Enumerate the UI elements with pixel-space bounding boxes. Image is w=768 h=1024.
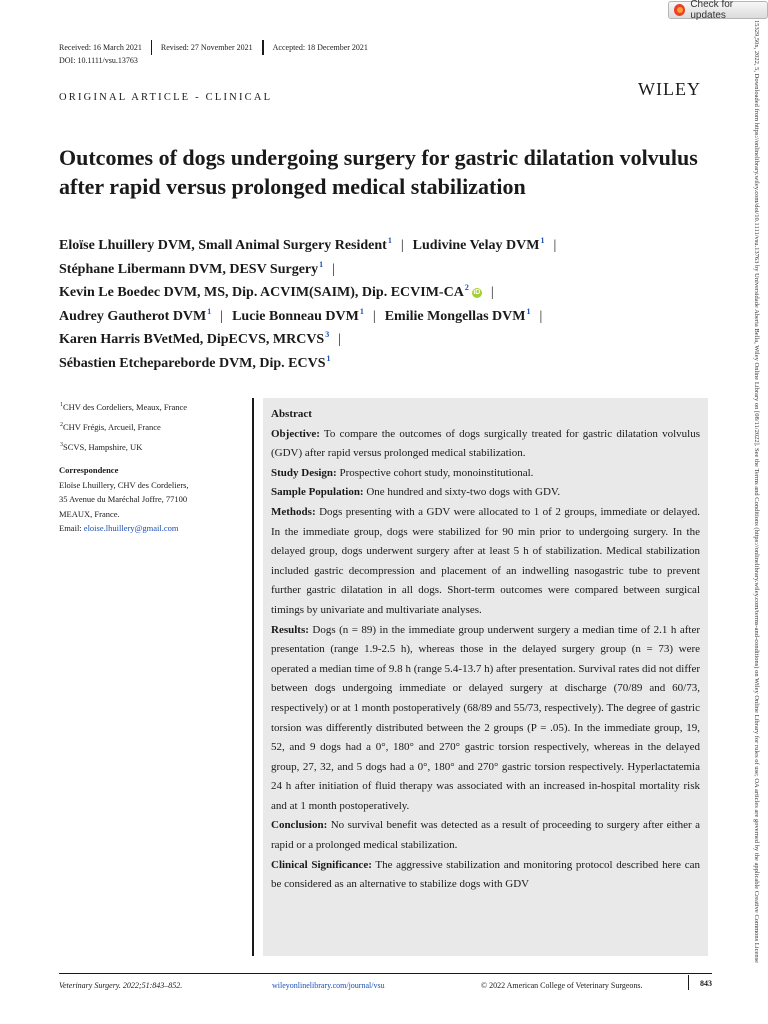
abstract-methods: Methods: Dogs presenting with a GDV were allocated to 1 of 2 groups, immediate or delayed. In the immediate group, dogs were stabilized for 90 min prior to undergoing surgery. In the delayed group, dogs underwent surgery after at least 5 h of stabilization. Medical stabilization included gastric decompression and placement of an indwelling nasogastric tube to prevent further gastric dilatation in all dogs. Short-term outcomes were compared between surgical timings by univariate and multivariate analyses. [271, 505, 700, 616]
correspondence-line: 35 Avenue du Maréchal Joffre, 77100 [59, 494, 188, 504]
publisher-logo: WILEY [638, 79, 701, 99]
crossmark-icon [674, 4, 685, 16]
affiliation-marker[interactable]: 1 [319, 259, 324, 269]
abstract-heading: Abstract [271, 408, 312, 420]
abstract-population: Sample Population: One hundred and sixty-two dogs with GDV. [271, 486, 561, 499]
abstract-objective: Objective: To compare the outcomes of dogs surgically treated for gastric dilatation volvulus (GDV) after rapid versus prolonged medical stabilization. [271, 427, 701, 460]
column-divider [252, 398, 254, 956]
author-name: Audrey Gautherot DVM [59, 308, 207, 324]
divider [262, 40, 264, 55]
author-name: Kevin Le Boedec DVM, MS, Dip. ACVIM(SAIM), Dip. ECVIM-CA [59, 285, 464, 300]
author-name: Stéphane Libermann DVM, DESV Surgery [59, 261, 319, 277]
publication-dates [59, 40, 368, 55]
check-for-updates-button[interactable] [668, 1, 768, 19]
author-name: Emilie Mongellas DVM [384, 308, 526, 324]
correspondence-heading: Correspondence [59, 465, 119, 475]
affiliation-marker[interactable]: 1 [326, 353, 331, 363]
affiliation: $^1$CHV des Cordeliers, Meaux, France [60, 402, 188, 412]
affiliation-marker[interactable]: 1 [207, 306, 212, 316]
affiliation-marker[interactable]: 1 [387, 236, 392, 245]
download-notice [748, 20, 760, 1000]
correspondence-line: MEAUX, France. [59, 508, 120, 519]
copyright: © 2022 American College of Veterinary Surgeons. [481, 981, 643, 990]
affiliation-marker[interactable]: 1 [540, 236, 545, 245]
email-label: Email: [59, 523, 84, 533]
author-name: Ludivine Velay DVM [412, 238, 540, 253]
abstract-design: Study Design: Prospective cohort study, monoinstitutional. [271, 466, 534, 479]
download-notice-text: 15329,50x, 2022, 5, Downloaded from https://onlinelibrary.wiley.com/doi/10.1111/vsu.13763 by Universidade Aberta Bella, Wiley Online Library on [08/11/2022]. See the Terms and Conditions (https://onlinelibrary.wiley.com/terms-and-conditions) on Wiley Online Library for rules of use; OA articles are governed by the applicable Creative Commons License [753, 20, 760, 964]
correspondence [59, 463, 249, 536]
correspondence-line: Eloïse Lhuillery, CHV des Cordeliers, [59, 479, 189, 490]
divider [151, 40, 152, 55]
abstract-box [263, 398, 708, 956]
abstract-significance: Clinical Significance: The aggressive stabilization and monitoring protocol described here can be considered as an alternative to stabilize dogs with GDV [271, 858, 700, 891]
affiliations [59, 396, 187, 456]
footer-rule [59, 973, 712, 974]
revised-date: Revised: 27 November 2021 [160, 43, 253, 52]
author-name: Sébastien Etchepareborde DVM, Dip. ECVS [59, 355, 326, 371]
affiliation-marker[interactable]: 1 [526, 306, 531, 316]
affiliation: $^3$SCVS, Hampshire, UK [60, 442, 143, 452]
section-label: ORIGINAL ARTICLE - CLINICAL [59, 92, 273, 103]
author-list: Eloïse Lhuillery DVM, Small Animal Surgery Resident$^1$ | Ludivine Velay DVM$^1$ | Stéphane Libermann DVM, DESV Surgery$^1$ | Kevin Le Boedec DVM, MS, Dip. ACVIM(SAIM), Dip. ECVIM-$CA^2iD$ | Audrey Gautherot DVM$^1$ | Lucie Bonneau DVM$^1$ | Emilie Mongellas DVM$^1$ | Karen Harris BVetMed, DipECVS, MRCVS$^3$ | Sébastien Etchepareborde DVM, Dip. ECVS$^1$ [59, 236, 557, 371]
affiliation: $^2$CHV Frégis, Arcueil, France [60, 422, 161, 432]
abstract-results: Results: Dogs (n = 89) in the immediate group underwent surgery a median time of 2.1 h after presentation (range 1.9-2.5 h), whereas those in the delayed surgery group (n = 73) were operated a median time of 9.8 h (range 5.4-13.7 h) after presentation. Survival rates did not differ between dogs undergoing immediate or delayed surgery at discharge (70/89 and 60/73, respectively) or at 1 month postoperatively (68/89 and 55/73, respectively). The degree of gastric torsion was differently distributed between the 2 groups (P = .05). In the immediate group, 19, 52, and 9 dogs had a 0°, 180° and 270° gastric torsion respectively, whereas in the delayed group, 27, 32, and 5 dogs had a 0°, 180° and 270° gastric torsion respectively. Hyperlactatemia 24 h after initiation of fluid therapy was associated with an increased in-hospital mortality risk and at 1 month postoperatively. [271, 623, 700, 812]
page-number: 843 [700, 979, 712, 988]
author-name: Lucie Bonneau DVM [232, 308, 359, 324]
email-link[interactable]: eloise.lhuillery@gmail.com [83, 523, 179, 533]
affiliation-marker[interactable]: 1 [359, 306, 364, 316]
divider [688, 975, 689, 990]
abstract-conclusion: Conclusion: No survival benefit was detected as a result of proceeding to surgery after either a rapid or a prolonged medical stabilization. [271, 819, 701, 852]
affiliation-marker[interactable]: 3 [325, 330, 330, 339]
author-name: Eloïse Lhuillery DVM, Small Animal Surgery Resident [59, 238, 387, 253]
doi: DOI: 10.1111/vsu.13763 [59, 56, 138, 65]
journal-url[interactable]: wileyonlinelibrary.com/journal/vsu [272, 981, 385, 990]
check-for-updates-label: Check for updates [690, 0, 734, 21]
orcid-icon[interactable]: iD [473, 289, 481, 296]
journal-citation: Veterinary Surgery. 2022;51:843–852. [59, 981, 183, 990]
affiliation-marker[interactable]: 2 [464, 283, 469, 292]
author-name: Karen Harris BVetMed, DipECVS, MRCVS [59, 332, 325, 347]
received-date: Received: 16 March 2021 [59, 43, 142, 52]
article-title: Outcomes of dogs undergoing surgery for gastric dilatation volvulus after rapid versus prolonged medical stabilization [59, 145, 698, 199]
accepted-date: Accepted: 18 December 2021 [272, 43, 368, 52]
